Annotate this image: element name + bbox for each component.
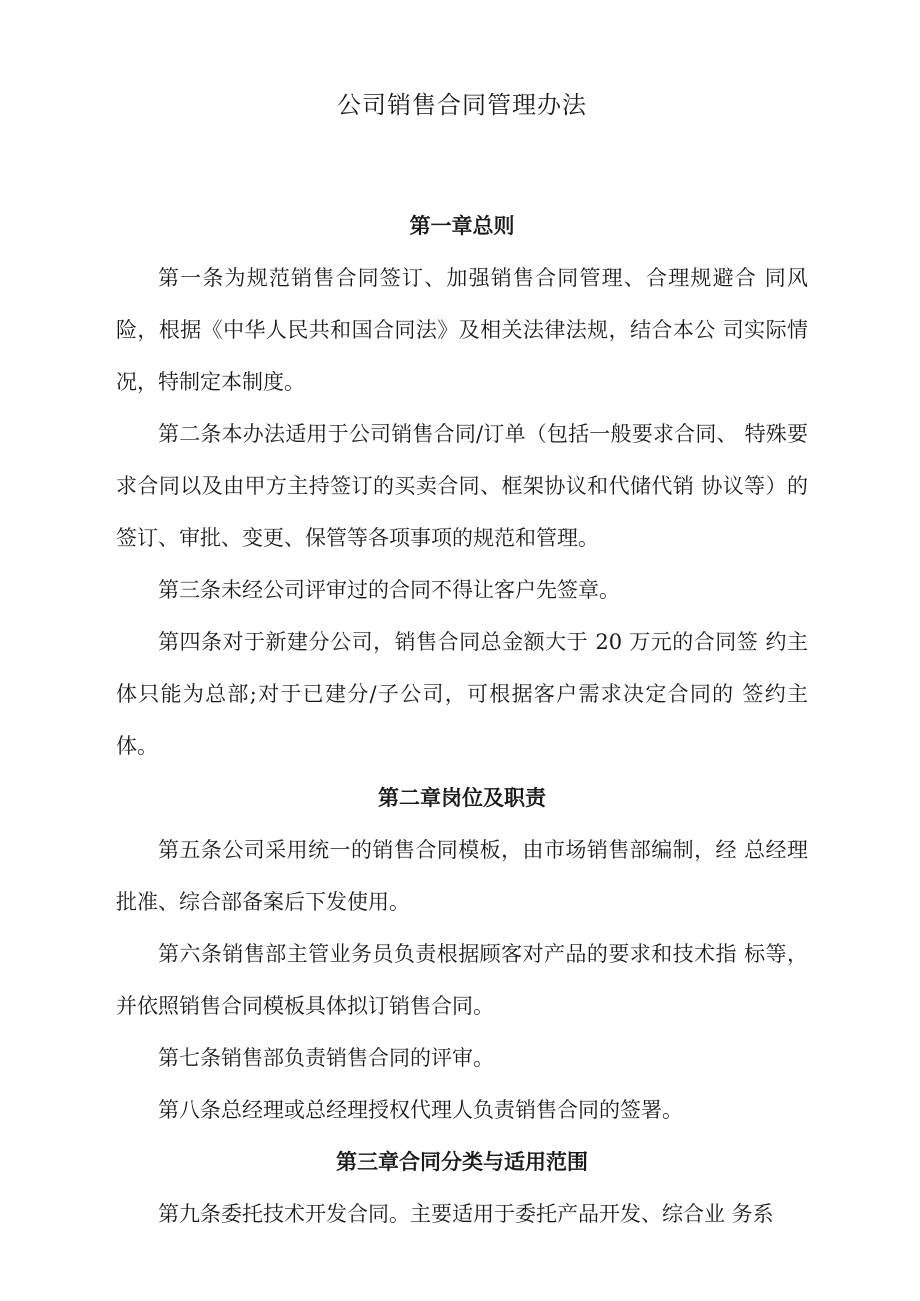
chapter-heading: 第一章总则 (409, 213, 515, 238)
article-4: 第四条对于新建分公司，销售合同总金额大于 20 万元的合同签 约主体只能为总部;对于已建分/子公司，可根据客户需求决定合同的 签约主体。 (116, 630, 808, 758)
article-6: 第六条销售部主管业务员负责根据顾客对产品的要求和技术指 标等，并依照销售合同模板具体拟订销售合同。 (116, 942, 808, 1018)
chapter-heading: 第二章岗位及职责 (378, 785, 546, 810)
article-1: 第一条为规范销售合同签订、加强销售合同管理、合理规避合 同风险，根据《中华人民共和国合同法》及相关法律法规，结合本公 司实际情况，特制定本制度。 (116, 266, 808, 394)
article-8: 第八条总经理或总经理授权代理人负责销售合同的签署。 (158, 1098, 683, 1122)
document-title: 公司销售合同管理办法 (337, 91, 587, 119)
chapter-3-section (116, 1136, 808, 1240)
article-2: 第二条本办法适用于公司销售合同/订单（包括一般要求合同、 特殊要求合同以及由甲方主持签订的买卖合同、框架协议和代储代销 协议等）的签订、审批、变更、保管等各项事项的规范和管理。 (116, 422, 808, 550)
article-9: 第九条委托技术开发合同。主要适用于委托产品开发、综合业 务系 (158, 1202, 774, 1226)
article-5: 第五条公司采用统一的销售合同模板，由市场销售部编制，经 总经理批准、综合部备案后下发使用。 (116, 838, 808, 914)
article-3: 第三条未经公司评审过的合同不得让客户先签章。 (158, 578, 620, 602)
article-7: 第七条销售部负责销售合同的评审。 (158, 1046, 494, 1070)
chapter-2-section (116, 772, 808, 1136)
chapter-heading: 第三章合同分类与适用范围 (336, 1149, 588, 1174)
chapter-1-section (116, 200, 808, 772)
